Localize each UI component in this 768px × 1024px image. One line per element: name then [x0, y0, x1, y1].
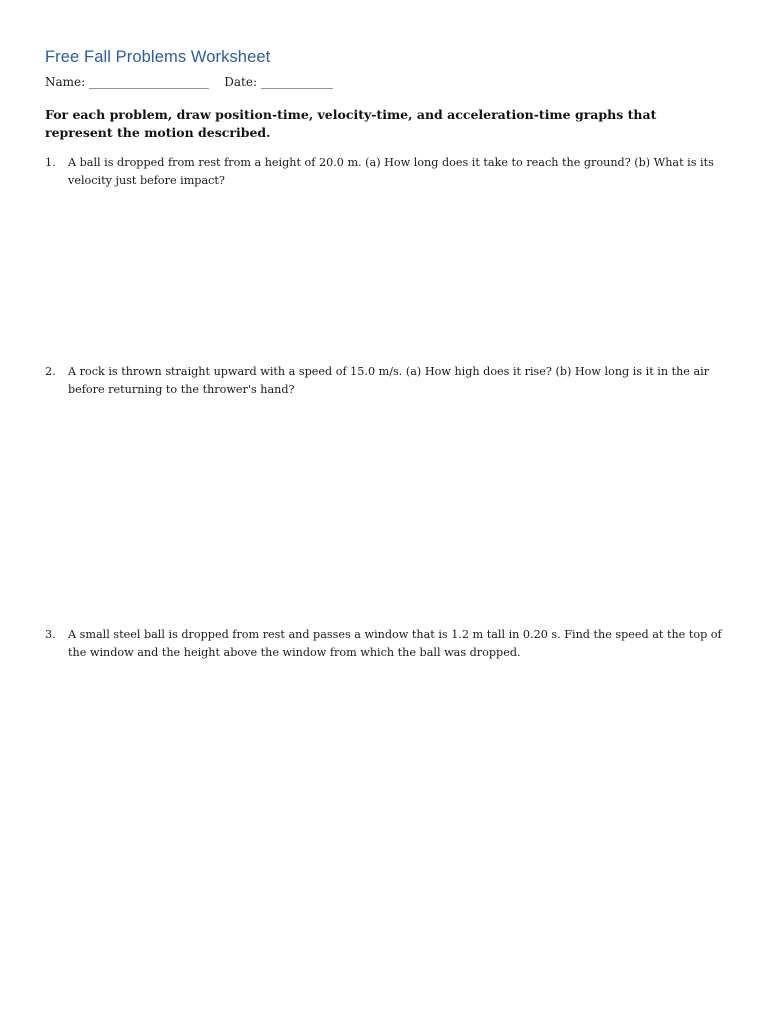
problem-text: A small steel ball is dropped from rest and passes a window that is 1.2 m tall in 0.20 s. Find the speed at the top of the window and the height above the window from which the ball was dropped. [68, 628, 722, 659]
problem-number: 3. [45, 628, 56, 641]
problem-1 [45, 154, 725, 189]
worksheet-title: Free Fall Problems Worksheet [45, 48, 271, 66]
date-blank: ____________ [260, 75, 333, 89]
name-blank: ____________________ [89, 75, 210, 89]
problem-3 [45, 626, 725, 661]
name-label: Name: [45, 75, 86, 89]
instructions: For each problem, draw position-time, velocity-time, and acceleration-time graphs that represent the motion described. [45, 107, 657, 140]
problem-number: 2. [45, 365, 56, 378]
problem-text: A rock is thrown straight upward with a speed of 15.0 m/s. (a) How high does it rise? (b) How long is it in the air before returning to the thrower's hand? [68, 365, 710, 396]
name-date-line [45, 75, 333, 89]
problem-text: A ball is dropped from rest from a height of 20.0 m. (a) How long does it take to reach the ground? (b) What is its velocity just before impact? [68, 156, 714, 187]
date-label: Date: [224, 75, 258, 89]
problem-number: 1. [45, 156, 56, 169]
problem-2 [45, 363, 725, 398]
